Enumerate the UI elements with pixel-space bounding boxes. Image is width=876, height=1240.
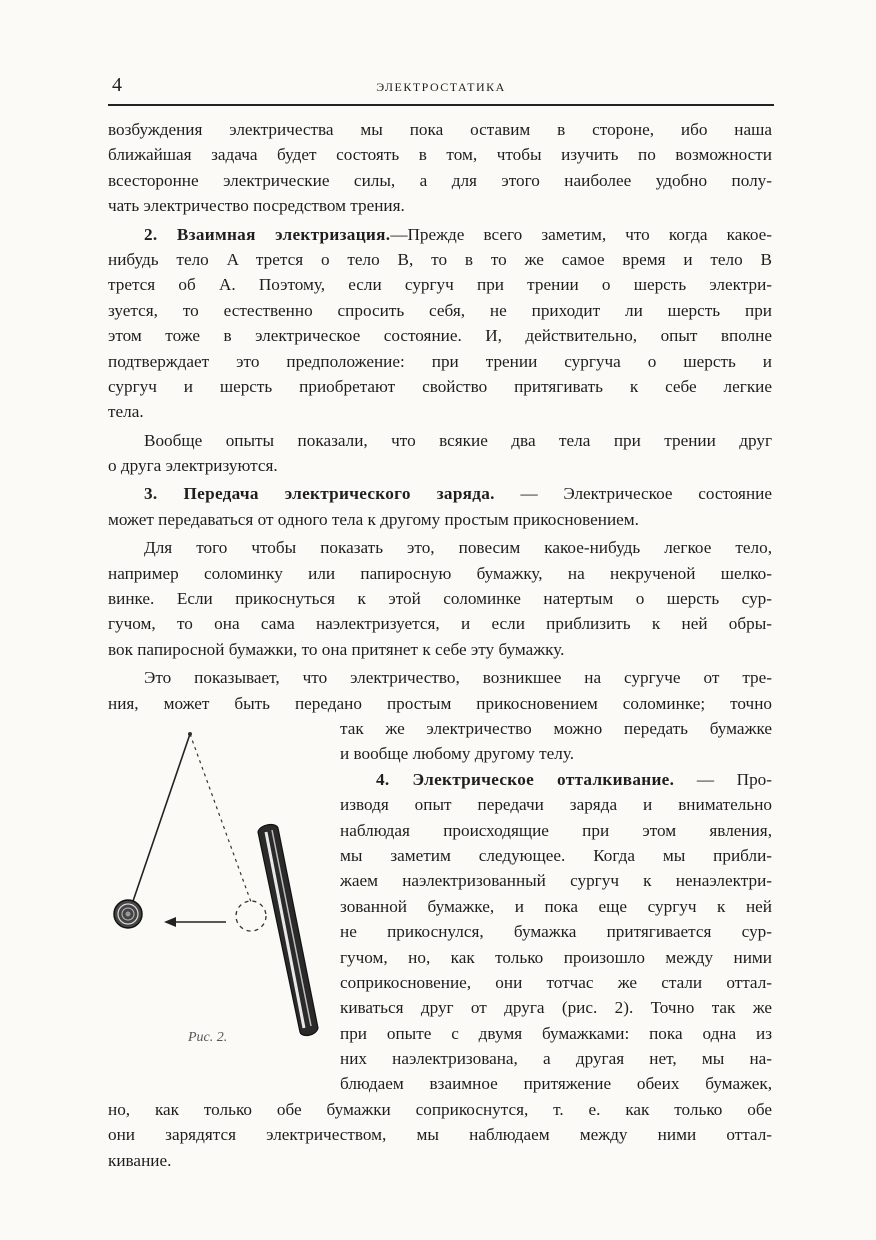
text-line: изводя опыт передачи заряда и внимательно <box>340 795 772 815</box>
text-line: так же электричество можно передать бумажке <box>340 718 772 738</box>
text-line: нибудь тело A трется о тело B, то в то же самое время и тело B <box>108 249 772 269</box>
text-line: Это показывает, что электричество, возникшее на сургуче от тре- <box>144 668 772 688</box>
ball-original-position <box>236 901 266 931</box>
text-line: жаем наэлектризованный сургуч к ненаэлектри- <box>340 871 772 891</box>
text-span: —Прежде всего заметим, что когда какое- <box>390 224 772 244</box>
text-line: о друга электризуются. <box>108 456 278 476</box>
section-4-first-line <box>340 767 772 792</box>
text-line: чать электричество посредством трения. <box>108 196 405 216</box>
figure-caption: Рис. 2. <box>188 1030 228 1045</box>
text-line: трется об A. Поэтому, если сургуч при трении о шерсть электри- <box>108 275 772 295</box>
section-2-first-line <box>108 222 772 247</box>
text-line: зуется, то естественно спросить себя, не приходит ли шерсть при <box>108 300 772 320</box>
text-line: ближайшая задача будет состоять в том, чтобы изучить по возможности <box>108 145 772 165</box>
text-line: возбуждения электричества мы пока оставим в стороне, ибо наша <box>108 120 772 139</box>
text-line: не прикоснулся, бумажка притягивается сур- <box>340 922 772 942</box>
text-line: они зарядятся электричеством, мы наблюдаем между ними оттал- <box>108 1125 772 1145</box>
text-line: гучом, то она сама наэлектризуется, и если приблизить к ней обры- <box>108 614 772 634</box>
text-line: этом тоже в электрическое состояние. И, действительно, опыт вполне <box>108 326 772 346</box>
header-rule <box>108 104 774 106</box>
text-line: тела. <box>108 402 144 422</box>
text-line: блюдаем взаимное притяжение обеих бумажек, <box>340 1074 772 1094</box>
paper-ball <box>114 900 142 928</box>
running-title: ЭЛЕКТРОСТАТИКА <box>376 80 506 94</box>
pendulum-thread-dashed <box>190 734 251 902</box>
section-heading: 2. Взаимная электризация. <box>144 224 391 244</box>
section-heading: 4. Электрическое отталкивание. <box>376 769 675 789</box>
text-line: подтверждает это предположение: при трении сургуча о шерсть и <box>108 351 772 371</box>
text-line: ния, может быть передано простым прикосновением соломинке; точно <box>108 693 772 713</box>
text-line: и вообще любому другому телу. <box>340 744 575 764</box>
text-span: — Про- <box>674 769 773 789</box>
page-number: 4 <box>112 74 122 96</box>
text-line: Для того чтобы показать это, повесим какое-нибудь легкое тело, <box>144 538 772 558</box>
text-span: — Электрическое состояние <box>494 484 772 504</box>
text-line: них наэлектризована, а другая нет, мы на- <box>340 1049 772 1069</box>
text-line: сургуч и шерсть приобретают свойство притягивать к себе легкие <box>108 376 772 396</box>
text-line: зованной бумажке, и пока еще сургуч к ней <box>340 896 772 916</box>
text-line: соприкосновение, они тотчас же стали оттал- <box>340 972 772 992</box>
text-line: но, как только обе бумажки соприкоснутся, т. е. как только обе <box>108 1099 772 1119</box>
arrow-left-icon <box>164 917 226 927</box>
text-line: гучом, но, как только произошло между ними <box>340 947 772 967</box>
text-line: может передаваться от одного тела к другому простым прикосновением. <box>108 509 639 529</box>
text-line: например соломинку или папиросную бумажку, на некрученой шелко- <box>108 563 772 583</box>
pendulum-thread <box>130 734 190 910</box>
text-line: вок папиросной бумажки, то она притянет к себе эту бумажку. <box>108 639 565 659</box>
text-line: наблюдая происходящие при этом явления, <box>340 820 772 840</box>
text-line: мы заметим следующее. Когда мы прибли- <box>340 845 772 865</box>
text-line: кивание. <box>108 1150 172 1170</box>
text-line: Вообще опыты показали, что всякие два тела при трении друг <box>144 430 772 450</box>
text-line: киваться друг от друга (рис. 2). Точно так же <box>340 998 772 1018</box>
page-header <box>108 68 774 98</box>
text-line: при опыте с двумя бумажками: пока одна из <box>340 1023 772 1043</box>
sealing-wax-stick <box>258 825 318 1036</box>
pendulum-figure <box>108 728 328 1058</box>
text-line: винке. Если прикоснуться к этой соломинке натертым о шерсть сур- <box>108 589 772 609</box>
text-line: всесторонне электрические силы, а для этого наиболее удобно полу- <box>108 170 772 190</box>
section-3-first-line <box>108 481 772 506</box>
section-heading: 3. Передача электрического заряда. <box>144 484 495 504</box>
